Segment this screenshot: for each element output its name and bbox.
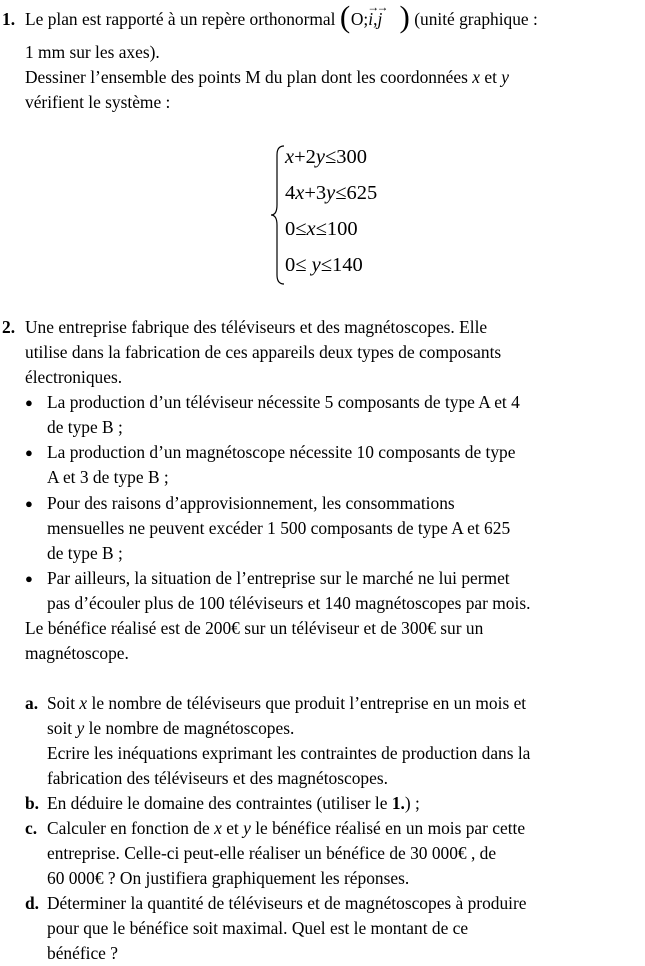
bullet-3-line-3: de type B ; (47, 543, 123, 563)
bullet-2-line-1: La production d’un magnétoscope nécessite 10 composants de type (47, 442, 516, 462)
exercise-1-line-4: vérifient le système : (25, 92, 171, 112)
bullet-icon: ● (25, 496, 33, 511)
exercise-1-line-3: Dessiner l’ensemble des points M du plan dont les coordonnées x et y (25, 67, 510, 87)
benefit-line-2: magnétoscope. (25, 643, 129, 663)
question-c-line-1: Calculer en fonction de x et y le bénéfice réalisé en un mois par cette (47, 818, 526, 838)
bullet-4-line-2: pas d’écouler plus de 100 téléviseurs et 140 magnétoscopes par mois. (47, 593, 531, 613)
inequality-2: 4x+3y≤625 (285, 182, 378, 204)
bullet-1-line-1: La production d’un téléviseur nécessite 5 composants de type A et 4 (47, 392, 520, 412)
bullet-3-line-2: mensuelles ne peuvent excéder 1 500 composants de type A et 625 (47, 518, 511, 538)
question-a-line-2: soit y le nombre de magnétoscopes. (47, 718, 295, 738)
bullet-icon: ● (25, 395, 33, 410)
bullet-4-line-1: Par ailleurs, la situation de l’entreprise sur le marché ne lui permet (47, 568, 510, 588)
question-d-line-2: pour que le bénéfice soit maximal. Quel est le montant de ce (47, 918, 469, 938)
vector-i-arrow: → (367, 0, 380, 14)
exercise-1-line-1 (25, 0, 538, 34)
question-a-line-3: Ecrire les inéquations exprimant les contraintes de production dans la (47, 743, 531, 763)
question-a-line-1: Soit x le nombre de téléviseurs que produit l’entreprise en un mois et (47, 693, 527, 713)
question-c-line-2: entreprise. Celle-ci peut-elle réaliser un bénéfice de 30 000€ , de (47, 843, 497, 863)
bullet-icon: ● (25, 445, 33, 460)
exercise-2-intro-2: utilise dans la fabrication de ces appareils deux types de composants (25, 342, 502, 362)
exercise-2-number: 2. (2, 317, 16, 337)
vector-i: → i (368, 7, 373, 32)
question-b-label: b. (25, 793, 40, 813)
inequality-system (270, 145, 430, 285)
var-x: x (472, 67, 480, 87)
exercise-1-line-2: 1 mm sur les axes). (25, 42, 160, 62)
var-y: y (501, 67, 510, 87)
bullet-2-line-2: A et 3 de type B ; (47, 467, 169, 487)
exercise-1-number: 1. (2, 9, 16, 29)
question-d-line-3: bénéfice ? (47, 943, 118, 963)
repere-notation: ( O; → i, → j ) (340, 7, 410, 32)
exercise-1-intro: Le plan est rapporté à un repère orthonormal (25, 9, 336, 29)
system-brace (270, 145, 286, 285)
exercise-2-intro-1: Une entreprise fabrique des téléviseurs et des magnétoscopes. Elle (25, 317, 488, 337)
question-b-line-1: En déduire le domaine des contraintes (utiliser le 1.) ; (47, 793, 420, 813)
question-a-line-4: fabrication des téléviseurs et des magnétoscopes. (47, 768, 388, 788)
bullet-icon: ● (25, 571, 33, 586)
exercise-1-intro-end: (unité graphique : (414, 9, 538, 29)
question-c-label: c. (25, 818, 38, 838)
repere-origin: O; (350, 9, 369, 29)
benefit-line-1: Le bénéfice réalisé est de 200€ sur un téléviseur et de 300€ sur un (25, 618, 484, 638)
question-c-line-3: 60 000€ ? On justifiera graphiquement les réponses. (47, 868, 410, 888)
vector-j-arrow: → (376, 0, 389, 14)
exercise-2-intro-3: électroniques. (25, 367, 123, 387)
vector-j: → j (377, 7, 382, 32)
bullet-1-line-2: de type B ; (47, 417, 123, 437)
bullet-3-line-1: Pour des raisons d’approvisionnement, les consommations (47, 493, 455, 513)
inequality-3: 0≤x≤100 (285, 218, 358, 240)
question-a-label: a. (25, 693, 39, 713)
inequality-1: x+2y≤300 (285, 146, 368, 168)
question-d-line-1: Déterminer la quantité de téléviseurs et de magnétoscopes à produire (47, 893, 527, 913)
inequality-4: 0≤ y≤140 (285, 254, 363, 276)
question-d-label: d. (25, 893, 40, 913)
